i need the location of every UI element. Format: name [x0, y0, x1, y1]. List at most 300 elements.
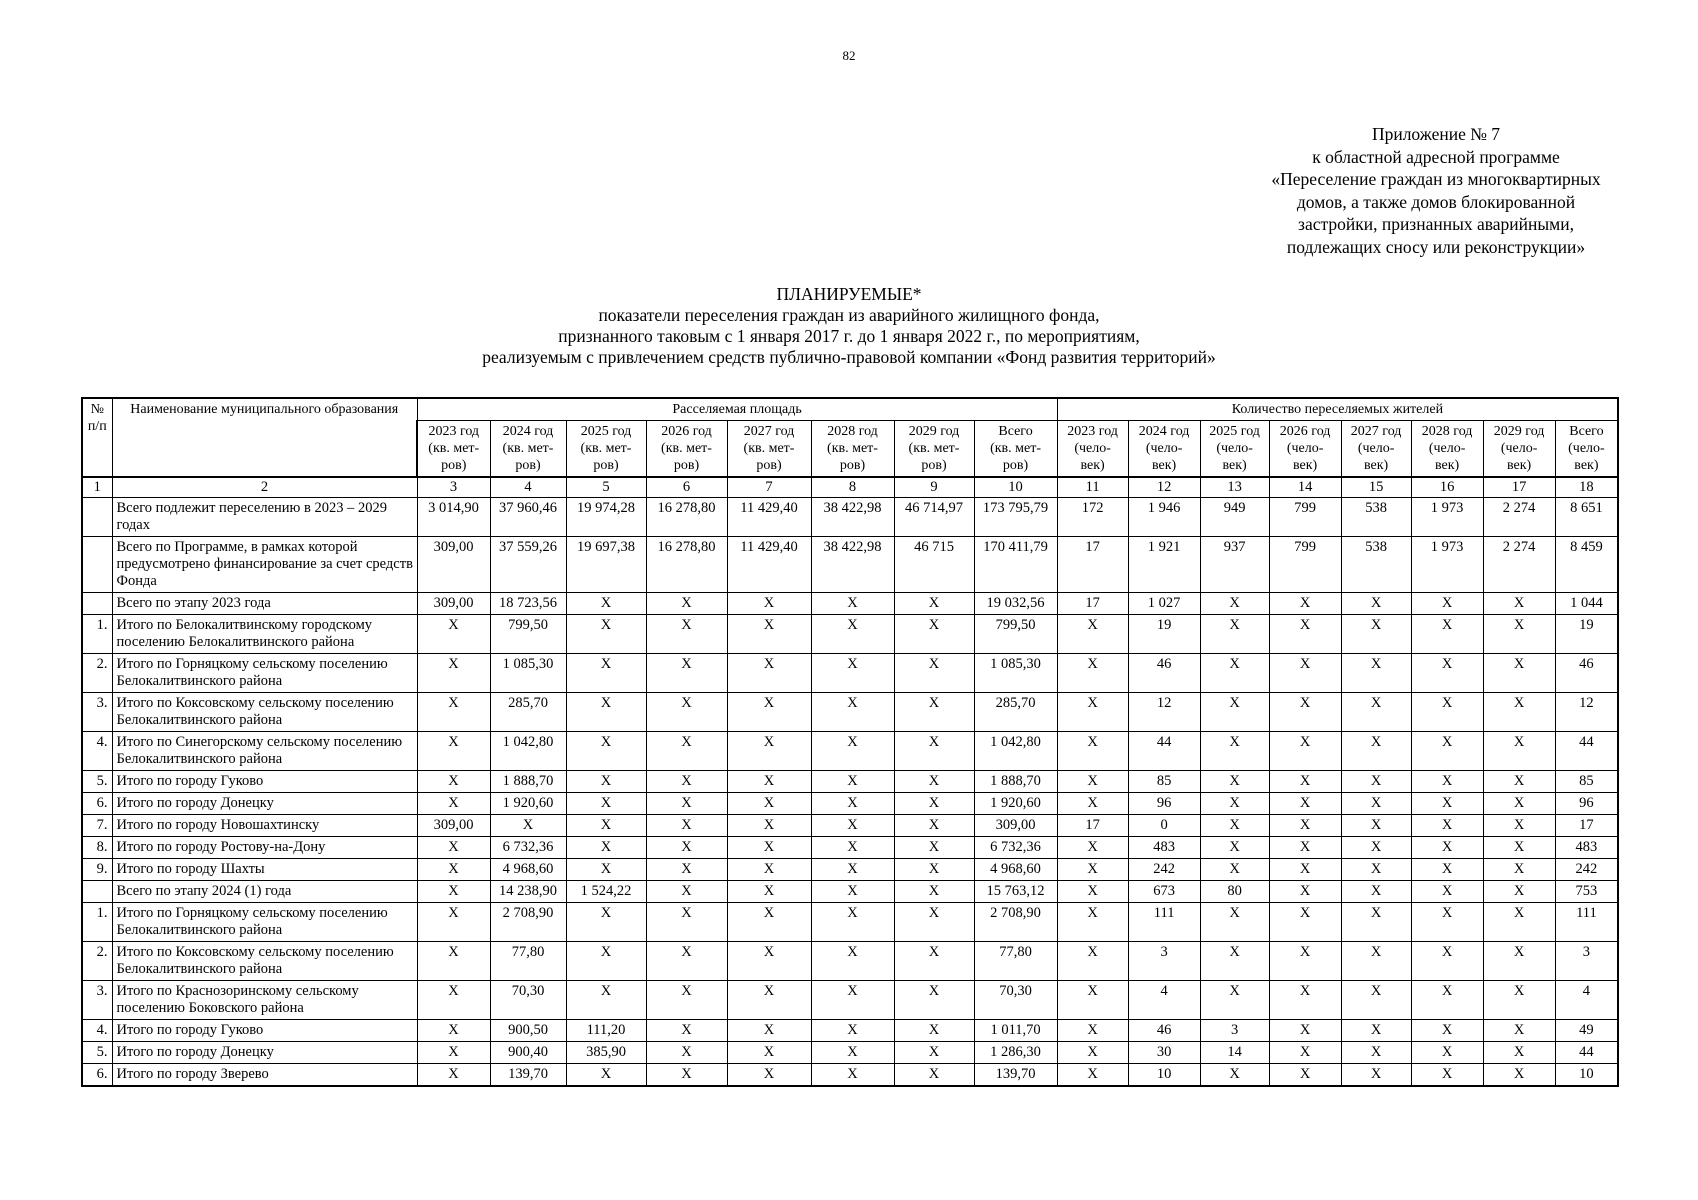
area-value-cell: X: [727, 615, 811, 654]
table-row: [82, 593, 1618, 615]
col-header-line: (чело-: [1500, 441, 1538, 456]
area-value-cell: X: [811, 942, 894, 981]
col-header-line: 2024 год: [502, 424, 554, 439]
area-value-cell: 6 732,36: [490, 837, 566, 859]
people-value-cell: X: [1341, 593, 1411, 615]
col-header-line: 2023 год: [428, 424, 480, 439]
area-value-cell: 18 723,56: [490, 593, 566, 615]
appendix-note: [1236, 123, 1636, 258]
col-header-area-5: [727, 421, 811, 478]
people-value-cell: 242: [1128, 859, 1200, 881]
col-header-area-4: [646, 421, 727, 478]
area-value-cell: X: [417, 732, 490, 771]
people-value-cell: X: [1200, 693, 1269, 732]
people-value-cell: 46: [1555, 654, 1618, 693]
table-row: [82, 837, 1618, 859]
col-header-people-4: [1269, 421, 1341, 478]
row-number: 4.: [82, 1020, 112, 1042]
people-value-cell: X: [1269, 1042, 1341, 1064]
area-value-cell: 799,50: [974, 615, 1057, 654]
appendix-line: Приложение № 7: [1371, 124, 1501, 144]
area-value-cell: X: [811, 1042, 894, 1064]
people-value-cell: X: [1057, 881, 1128, 903]
people-value-cell: X: [1411, 693, 1483, 732]
municipality-name: Итого по городу Новошахтинску: [112, 815, 417, 837]
people-value-cell: 1 946: [1128, 498, 1200, 537]
area-value-cell: 1 920,60: [490, 793, 566, 815]
col-header-line: век): [1507, 458, 1532, 473]
people-value-cell: X: [1341, 732, 1411, 771]
people-value-cell: X: [1200, 1064, 1269, 1087]
area-value-cell: X: [417, 859, 490, 881]
area-value-cell: X: [894, 881, 974, 903]
area-value-cell: 285,70: [974, 693, 1057, 732]
people-value-cell: 111: [1555, 903, 1618, 942]
area-value-cell: X: [417, 942, 490, 981]
people-value-cell: X: [1341, 837, 1411, 859]
col-header-area-7: [894, 421, 974, 478]
area-value-cell: X: [417, 881, 490, 903]
column-index-cell: 4: [490, 477, 566, 498]
people-value-cell: 19: [1555, 615, 1618, 654]
people-value-cell: 3: [1200, 1020, 1269, 1042]
column-index-cell: 7: [727, 477, 811, 498]
people-value-cell: 8 651: [1555, 498, 1618, 537]
table-row: [82, 881, 1618, 903]
col-header-line: (кв. мет-: [428, 441, 480, 456]
area-value-cell: X: [727, 881, 811, 903]
people-value-cell: X: [1269, 837, 1341, 859]
appendix-line: домов, а также домов блокированной: [1296, 191, 1576, 212]
col-header-line: (кв. мет-: [990, 441, 1042, 456]
area-value-cell: X: [566, 693, 646, 732]
col-header-people-8: [1555, 421, 1618, 478]
area-value-cell: X: [646, 837, 727, 859]
people-value-cell: 4: [1128, 981, 1200, 1020]
people-value-cell: X: [1200, 903, 1269, 942]
area-value-cell: X: [727, 859, 811, 881]
col-header-line: (кв. мет-: [827, 441, 878, 456]
area-value-cell: X: [417, 1042, 490, 1064]
area-value-cell: X: [646, 903, 727, 942]
area-value-cell: X: [811, 837, 894, 859]
people-value-cell: 483: [1555, 837, 1618, 859]
people-value-cell: X: [1411, 793, 1483, 815]
area-value-cell: 70,30: [974, 981, 1057, 1020]
heading-line: реализуемым с привлечением средств публично-правовой компании «Фонд развития территорий»: [482, 347, 1216, 367]
people-value-cell: X: [1269, 615, 1341, 654]
table-row: [82, 732, 1618, 771]
people-value-cell: X: [1057, 1020, 1128, 1042]
people-value-cell: X: [1057, 771, 1128, 793]
people-value-cell: 10: [1128, 1064, 1200, 1087]
heading-line: показатели переселения граждан из аварийного жилищного фонда,: [598, 305, 1100, 325]
people-value-cell: X: [1483, 1064, 1555, 1087]
people-value-cell: 96: [1555, 793, 1618, 815]
people-value-cell: X: [1341, 815, 1411, 837]
area-value-cell: 309,00: [417, 593, 490, 615]
row-number: 1.: [82, 615, 112, 654]
municipality-name: Итого по Горняцкому сельскому поселению Белокалитвинского района: [112, 654, 417, 693]
people-value-cell: 96: [1128, 793, 1200, 815]
row-number: 2.: [82, 942, 112, 981]
people-value-cell: X: [1200, 942, 1269, 981]
people-value-cell: X: [1411, 615, 1483, 654]
people-value-cell: 949: [1200, 498, 1269, 537]
row-number: 8.: [82, 837, 112, 859]
area-value-cell: 15 763,12: [974, 881, 1057, 903]
people-value-cell: X: [1341, 903, 1411, 942]
area-value-cell: 1 920,60: [974, 793, 1057, 815]
area-value-cell: 1 286,30: [974, 1042, 1057, 1064]
municipality-name: Итого по городу Зверево: [112, 1064, 417, 1087]
col-header-line: 2029 год: [1493, 424, 1545, 439]
row-number: [82, 881, 112, 903]
column-index-cell: 12: [1128, 477, 1200, 498]
column-index-cell: 16: [1411, 477, 1483, 498]
people-value-cell: 49: [1555, 1020, 1618, 1042]
people-value-cell: 19: [1128, 615, 1200, 654]
people-value-cell: 538: [1341, 537, 1411, 593]
area-value-cell: X: [566, 593, 646, 615]
table-row: [82, 1020, 1618, 1042]
col-header-line: Всего: [1569, 424, 1604, 439]
people-value-cell: X: [1411, 1042, 1483, 1064]
area-value-cell: 139,70: [490, 1064, 566, 1087]
people-value-cell: X: [1057, 837, 1128, 859]
col-header-line: век): [1574, 458, 1599, 473]
people-value-cell: X: [1341, 859, 1411, 881]
people-value-cell: X: [1200, 981, 1269, 1020]
area-value-cell: X: [894, 1020, 974, 1042]
people-value-cell: X: [1411, 881, 1483, 903]
area-value-cell: X: [566, 859, 646, 881]
people-value-cell: X: [1483, 981, 1555, 1020]
municipality-name: Итого по городу Ростову-на-Дону: [112, 837, 417, 859]
area-value-cell: 14 238,90: [490, 881, 566, 903]
col-header-line: век): [1152, 458, 1177, 473]
area-value-cell: X: [811, 615, 894, 654]
area-value-cell: 19 032,56: [974, 593, 1057, 615]
col-header-people-1: [1057, 421, 1128, 478]
row-number: 4.: [82, 732, 112, 771]
area-value-cell: X: [894, 793, 974, 815]
people-value-cell: 2 274: [1483, 537, 1555, 593]
table-row: [82, 615, 1618, 654]
people-value-cell: X: [1057, 654, 1128, 693]
people-value-cell: X: [1483, 881, 1555, 903]
col-header-area-2: [490, 421, 566, 478]
people-value-cell: X: [1411, 903, 1483, 942]
area-value-cell: 38 422,98: [811, 537, 894, 593]
col-header-line: 2024 год: [1138, 424, 1190, 439]
col-header-line: (чело-: [1357, 441, 1395, 456]
area-value-cell: X: [894, 771, 974, 793]
page-number: 82: [842, 48, 856, 63]
people-value-cell: X: [1483, 903, 1555, 942]
col-header-line: (чело-: [1428, 441, 1466, 456]
people-value-cell: X: [1200, 593, 1269, 615]
area-value-cell: X: [894, 859, 974, 881]
people-value-cell: X: [1057, 1042, 1128, 1064]
area-value-cell: X: [646, 693, 727, 732]
col-header-line: 2025 год: [1209, 424, 1260, 439]
people-value-cell: 30: [1128, 1042, 1200, 1064]
area-value-cell: 1 524,22: [566, 881, 646, 903]
area-value-cell: X: [646, 881, 727, 903]
area-value-cell: X: [646, 1064, 727, 1087]
area-value-cell: X: [894, 615, 974, 654]
area-value-cell: X: [727, 837, 811, 859]
column-index-cell: 15: [1341, 477, 1411, 498]
people-value-cell: X: [1269, 815, 1341, 837]
area-value-cell: X: [646, 615, 727, 654]
col-header-area-6: [811, 421, 894, 478]
municipality-name: Итого по Коксовскому сельскому поселению Белокалитвинского района: [112, 693, 417, 732]
area-value-cell: 4 968,60: [490, 859, 566, 881]
area-value-cell: 2 708,90: [490, 903, 566, 942]
col-header-line: (кв. мет-: [502, 441, 554, 456]
people-value-cell: X: [1483, 942, 1555, 981]
people-value-cell: X: [1269, 771, 1341, 793]
col-header-line: 2027 год: [1350, 424, 1402, 439]
area-value-cell: 1 011,70: [974, 1020, 1057, 1042]
people-value-cell: 483: [1128, 837, 1200, 859]
col-header-line: век): [1293, 458, 1318, 473]
area-value-cell: X: [566, 1064, 646, 1087]
col-header-line: 2028 год: [827, 424, 878, 439]
col-header-people-5: [1341, 421, 1411, 478]
area-value-cell: X: [417, 903, 490, 942]
col-header-area-3: [566, 421, 646, 478]
area-value-cell: X: [811, 771, 894, 793]
row-number: 2.: [82, 654, 112, 693]
area-value-cell: X: [727, 593, 811, 615]
area-value-cell: 173 795,79: [974, 498, 1057, 537]
area-value-cell: X: [894, 1042, 974, 1064]
area-value-cell: X: [727, 942, 811, 981]
people-value-cell: 0: [1128, 815, 1200, 837]
people-value-cell: 172: [1057, 498, 1128, 537]
row-number: 3.: [82, 981, 112, 1020]
people-value-cell: X: [1269, 1020, 1341, 1042]
area-value-cell: X: [894, 903, 974, 942]
column-index-cell: 1: [82, 477, 112, 498]
people-value-cell: X: [1411, 837, 1483, 859]
area-value-cell: 1 888,70: [974, 771, 1057, 793]
people-value-cell: X: [1483, 732, 1555, 771]
appendix-line: к областной адресной программе: [1312, 146, 1560, 167]
col-header-line: (чело-: [1568, 441, 1605, 456]
people-value-cell: X: [1411, 981, 1483, 1020]
people-value-cell: X: [1483, 793, 1555, 815]
area-value-cell: X: [727, 793, 811, 815]
people-value-cell: X: [1483, 837, 1555, 859]
table-row: [82, 537, 1618, 593]
column-index-cell: 18: [1555, 477, 1618, 498]
area-value-cell: X: [646, 593, 727, 615]
col-header-people-7: [1483, 421, 1555, 478]
people-value-cell: X: [1483, 815, 1555, 837]
people-value-cell: X: [1269, 693, 1341, 732]
table-row: [82, 793, 1618, 815]
heading-title: ПЛАНИРУЕМЫЕ*: [776, 284, 922, 304]
col-header-number: № п/п: [82, 398, 112, 477]
area-value-cell: 70,30: [490, 981, 566, 1020]
people-value-cell: 14: [1200, 1042, 1269, 1064]
table-row: [82, 815, 1618, 837]
people-value-cell: 1 973: [1411, 498, 1483, 537]
area-value-cell: X: [811, 654, 894, 693]
col-header-line: (кв. мет-: [661, 441, 712, 456]
municipality-name: Итого по городу Донецку: [112, 793, 417, 815]
col-header-people-2: [1128, 421, 1200, 478]
area-value-cell: X: [727, 903, 811, 942]
col-header-line: 2029 год: [908, 424, 960, 439]
area-value-cell: X: [417, 771, 490, 793]
table-row: [82, 981, 1618, 1020]
row-number: 6.: [82, 793, 112, 815]
area-value-cell: X: [646, 981, 727, 1020]
area-value-cell: X: [811, 881, 894, 903]
area-value-cell: X: [646, 1020, 727, 1042]
area-value-cell: X: [811, 593, 894, 615]
people-value-cell: 44: [1555, 1042, 1618, 1064]
people-value-cell: X: [1200, 771, 1269, 793]
area-value-cell: X: [490, 815, 566, 837]
municipality-name: Всего подлежит переселению в 2023 – 2029 годах: [112, 498, 417, 537]
area-value-cell: X: [417, 693, 490, 732]
heading-line: признанного таковым с 1 января 2017 г. до 1 января 2022 г., по мероприятиям,: [558, 326, 1140, 346]
area-value-cell: X: [566, 615, 646, 654]
area-value-cell: 900,50: [490, 1020, 566, 1042]
area-value-cell: X: [811, 693, 894, 732]
people-value-cell: X: [1411, 815, 1483, 837]
table-row: [82, 1042, 1618, 1064]
table-row: [82, 1064, 1618, 1087]
municipality-name: Всего по Программе, в рамках которой предусмотрено финансирование за счет средств Фонда: [112, 537, 417, 593]
area-value-cell: X: [894, 837, 974, 859]
people-value-cell: X: [1057, 859, 1128, 881]
people-value-cell: X: [1269, 593, 1341, 615]
area-value-cell: 2 708,90: [974, 903, 1057, 942]
area-value-cell: X: [727, 981, 811, 1020]
people-value-cell: X: [1411, 1064, 1483, 1087]
people-value-cell: 12: [1128, 693, 1200, 732]
municipality-name: Итого по городу Гуково: [112, 771, 417, 793]
area-value-cell: X: [566, 654, 646, 693]
area-value-cell: X: [727, 1042, 811, 1064]
people-value-cell: 44: [1128, 732, 1200, 771]
people-value-cell: X: [1200, 815, 1269, 837]
people-value-cell: X: [1200, 837, 1269, 859]
area-value-cell: X: [727, 693, 811, 732]
municipality-name: Итого по городу Шахты: [112, 859, 417, 881]
people-value-cell: X: [1269, 981, 1341, 1020]
people-value-cell: X: [1341, 654, 1411, 693]
area-value-cell: 139,70: [974, 1064, 1057, 1087]
col-header-line: ров): [839, 458, 866, 473]
municipality-name: Итого по городу Гуково: [112, 1020, 417, 1042]
people-value-cell: 937: [1200, 537, 1269, 593]
people-value-cell: X: [1341, 1020, 1411, 1042]
people-value-cell: 44: [1555, 732, 1618, 771]
column-index-cell: 11: [1057, 477, 1128, 498]
area-value-cell: 309,00: [417, 815, 490, 837]
area-value-cell: 309,00: [417, 537, 490, 593]
people-value-cell: X: [1341, 881, 1411, 903]
column-index-cell: 6: [646, 477, 727, 498]
people-value-cell: X: [1057, 793, 1128, 815]
people-value-cell: 799: [1269, 498, 1341, 537]
municipality-name: Итого по Синегорскому сельскому поселению Белокалитвинского района: [112, 732, 417, 771]
area-value-cell: 16 278,80: [646, 537, 727, 593]
col-header-line: (кв. мет-: [908, 441, 960, 456]
people-value-cell: 242: [1555, 859, 1618, 881]
people-value-cell: 17: [1057, 537, 1128, 593]
area-value-cell: 38 422,98: [811, 498, 894, 537]
column-index-cell: 14: [1269, 477, 1341, 498]
municipality-name: Итого по городу Донецку: [112, 1042, 417, 1064]
people-value-cell: 538: [1341, 498, 1411, 537]
people-value-cell: X: [1269, 881, 1341, 903]
table-row: [82, 942, 1618, 981]
area-value-cell: X: [811, 1020, 894, 1042]
area-value-cell: X: [811, 981, 894, 1020]
col-header-name: Наименование муниципального образования: [112, 398, 417, 477]
people-value-cell: X: [1200, 615, 1269, 654]
people-value-cell: 46: [1128, 1020, 1200, 1042]
people-value-cell: X: [1057, 981, 1128, 1020]
people-value-cell: X: [1269, 654, 1341, 693]
area-value-cell: X: [566, 837, 646, 859]
people-value-cell: X: [1269, 942, 1341, 981]
people-value-cell: X: [1411, 771, 1483, 793]
row-number: 5.: [82, 1042, 112, 1064]
people-value-cell: 80: [1200, 881, 1269, 903]
col-header-line: 2027 год: [743, 424, 795, 439]
people-value-cell: X: [1341, 771, 1411, 793]
appendix-line: подлежащих сносу или реконструкции»: [1286, 236, 1586, 257]
row-number: [82, 498, 112, 537]
people-value-cell: X: [1411, 593, 1483, 615]
people-value-cell: X: [1411, 942, 1483, 981]
people-value-cell: X: [1269, 859, 1341, 881]
municipality-name: Итого по Белокалитвинскому городскому поселению Белокалитвинского района: [112, 615, 417, 654]
area-value-cell: X: [566, 771, 646, 793]
area-value-cell: 6 732,36: [974, 837, 1057, 859]
area-value-cell: 309,00: [974, 815, 1057, 837]
column-index-cell: 13: [1200, 477, 1269, 498]
people-value-cell: 8 459: [1555, 537, 1618, 593]
table-row: [82, 903, 1618, 942]
people-value-cell: X: [1483, 615, 1555, 654]
area-value-cell: X: [727, 771, 811, 793]
table-row: [82, 693, 1618, 732]
area-value-cell: X: [646, 793, 727, 815]
area-value-cell: X: [894, 593, 974, 615]
area-value-cell: X: [811, 1064, 894, 1087]
area-value-cell: 1 085,30: [974, 654, 1057, 693]
col-header-line: век): [1222, 458, 1247, 473]
area-value-cell: X: [646, 859, 727, 881]
area-value-cell: 1 888,70: [490, 771, 566, 793]
people-value-cell: 3: [1555, 942, 1618, 981]
people-value-cell: X: [1341, 1042, 1411, 1064]
people-value-cell: X: [1483, 859, 1555, 881]
area-value-cell: X: [417, 1020, 490, 1042]
col-header-line: ров): [441, 458, 467, 473]
